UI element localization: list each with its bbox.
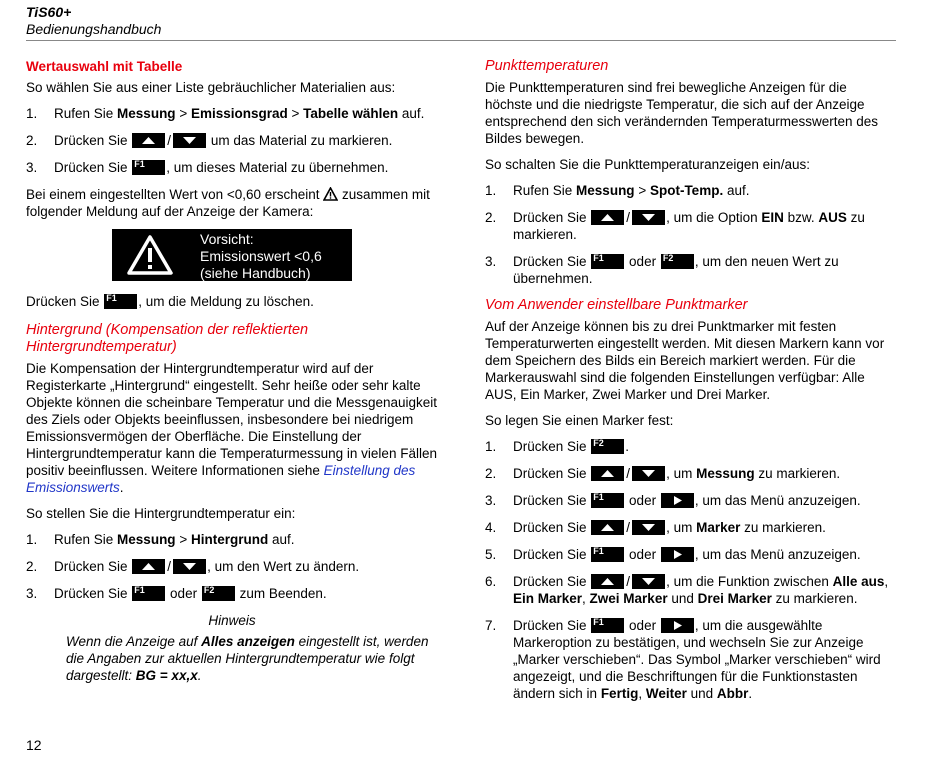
paragraph: So wählen Sie aus einer Liste gebräuchlicher Materialien aus: xyxy=(26,80,396,95)
section-title-wertauswahl: Wertauswahl mit Tabelle xyxy=(26,59,183,74)
section-title-punkttemperaturen: Punkttemperaturen xyxy=(485,58,609,74)
list-item: 5. Drücken Sie F1 oder , um das Menü anzuzeigen. xyxy=(485,546,861,562)
paragraph: Drücken Sie F1 , um die Meldung zu löschen. xyxy=(26,293,314,309)
section-title-hintergrund: Hintergrund (Kompensation der reflektierten Hintergrundtemperatur) xyxy=(26,322,309,355)
list-item: 2. Drücken Sie / um das Material zu markieren. xyxy=(26,133,393,148)
paragraph: Bei einem eingestellten Wert von <0,60 erscheint zusammen mit folgender Meldung auf der Anzeige der Kamera: xyxy=(26,187,430,219)
f1-key-icon: F1 xyxy=(591,547,624,562)
f1-key-icon: F1 xyxy=(591,254,624,269)
note-body: Wenn die Anzeige auf Alles anzeigen eingestellt ist, werden die Angaben zur aktuellen Hintergrundtemperatur wie folgt dargestellt: BG = xx,x. xyxy=(66,634,429,683)
header-divider xyxy=(26,40,896,41)
arrow-right-key-icon xyxy=(661,493,694,508)
f1-key-icon: F1 xyxy=(591,493,624,508)
arrow-up-key-icon xyxy=(132,559,165,574)
list-item: 1. Rufen Sie Messung > Emissionsgrad > Tabelle wählen auf. xyxy=(26,106,425,121)
arrow-up-key-icon xyxy=(591,574,624,589)
warning-triangle-icon xyxy=(323,187,338,201)
page-number: 12 xyxy=(26,737,42,753)
list-item: 6. Drücken Sie / , um die Funktion zwischen Alle aus, Ein Marker, Zwei Marker und Drei Marker zu markieren. xyxy=(485,574,889,606)
list-item: 1. Rufen Sie Messung > Spot-Temp. auf. xyxy=(485,183,750,198)
paragraph: So stellen Sie die Hintergrundtemperatur ein: xyxy=(26,506,296,521)
list-item: 3. Drücken Sie F1 , um dieses Material zu übernehmen. xyxy=(26,159,389,175)
warning-triangle-icon xyxy=(126,234,174,276)
paragraph: So legen Sie einen Marker fest: xyxy=(485,413,674,428)
list-item: 2. Drücken Sie / , um den Wert zu ändern. xyxy=(26,559,360,574)
list-item: 2. Drücken Sie / , um Messung zu markieren. xyxy=(485,466,841,481)
f1-key-icon: F1 xyxy=(132,586,165,601)
f2-key-icon: F2 xyxy=(202,586,235,601)
note-title: Hinweis xyxy=(208,613,256,628)
arrow-up-key-icon xyxy=(132,133,165,148)
paragraph: So schalten Sie die Punkttemperaturanzeigen ein/aus: xyxy=(485,157,810,172)
list-item: 3. Drücken Sie F1 oder F2 zum Beenden. xyxy=(26,585,327,601)
list-item: 1. Drücken Sie F2 . xyxy=(485,438,630,454)
arrow-down-key-icon xyxy=(632,574,665,589)
arrow-right-key-icon xyxy=(661,618,694,633)
f2-key-icon: F2 xyxy=(591,439,624,454)
model-name: TiS60+ xyxy=(26,4,72,20)
list-item: 3. Drücken Sie F1 oder F2 , um den neuen Wert zu übernehmen. xyxy=(485,253,839,286)
arrow-right-key-icon xyxy=(661,547,694,562)
list-item: 1. Rufen Sie Messung > Hintergrund auf. xyxy=(26,532,295,547)
arrow-up-key-icon xyxy=(591,210,624,225)
cross-reference-link[interactable]: Einstellung des Emissionswerts xyxy=(26,463,416,495)
paragraph: Die Kompensation der Hintergrundtemperatur wird auf der Registerkarte „Hintergrund“ eingestellt. Sehr heiße oder sehr kalte Objekte können die scheinbare Temperatur und die Messgenauigkeit des Ziels oder Objekts beeinflussen, insbesondere bei niedrigem Emissionsvermögen der Oberfläche. Die Einstellung der Hintergrundtemperatur kann die Temperaturmessung in vielen Fällen positiv beeinflussen. Weitere Informationen siehe Einstellung des Emissionswerts. xyxy=(26,361,438,495)
f1-key-icon: F1 xyxy=(104,294,137,309)
section-title-punktmarker: Vom Anwender einstellbare Punktmarker xyxy=(485,297,748,313)
caution-message-box: Vorsicht: Emissionswert <0,6 (siehe Handbuch) xyxy=(112,229,352,281)
page-header xyxy=(26,4,896,38)
manual-title: Bedienungshandbuch xyxy=(26,21,162,37)
left-column xyxy=(26,58,438,684)
arrow-down-key-icon xyxy=(632,466,665,481)
arrow-down-key-icon xyxy=(632,520,665,535)
paragraph: Auf der Anzeige können bis zu drei Punktmarker mit festen Temperaturwerten eingestellt werden. Mit diesen Markern kann vor dem Speichern des Bilds ein Bereich markiert werden. Für die Markerauswahl sind die folgenden Einstellungen verfügbar: Alle AUS, Ein Marker, Zwei Marker und Drei Marker. xyxy=(485,319,885,402)
arrow-down-key-icon xyxy=(173,133,206,148)
right-column xyxy=(485,58,895,712)
arrow-down-key-icon xyxy=(632,210,665,225)
arrow-up-key-icon xyxy=(591,520,624,535)
list-item: 2. Drücken Sie / , um die Option EIN bzw. AUS zu markieren. xyxy=(485,210,865,242)
arrow-down-key-icon xyxy=(173,559,206,574)
list-item: 7. Drücken Sie F1 oder , um die ausgewählte Markeroption zu bestätigen, und wechseln Sie zur Anzeige „Marker verschieben“. Das Symbol „Marker verschieben“ wird angezeigt, und die Beschriftungen für die Funktionstasten ändern sich in Fertig, Weiter und Abbr. xyxy=(485,617,881,701)
paragraph: Die Punkttemperaturen sind frei bewegliche Anzeigen für die höchste und die niedrigste Temperatur, die sich auf der Anzeige entsprechend den sich verändernden Temperaturmesswerten des Bildes bewegen. xyxy=(485,80,878,146)
arrow-up-key-icon xyxy=(591,466,624,481)
f2-key-icon: F2 xyxy=(661,254,694,269)
list-item: 3. Drücken Sie F1 oder , um das Menü anzuzeigen. xyxy=(485,492,861,508)
list-item: 4. Drücken Sie / , um Marker zu markieren. xyxy=(485,520,826,535)
f1-key-icon: F1 xyxy=(591,618,624,633)
f1-key-icon: F1 xyxy=(132,160,165,175)
